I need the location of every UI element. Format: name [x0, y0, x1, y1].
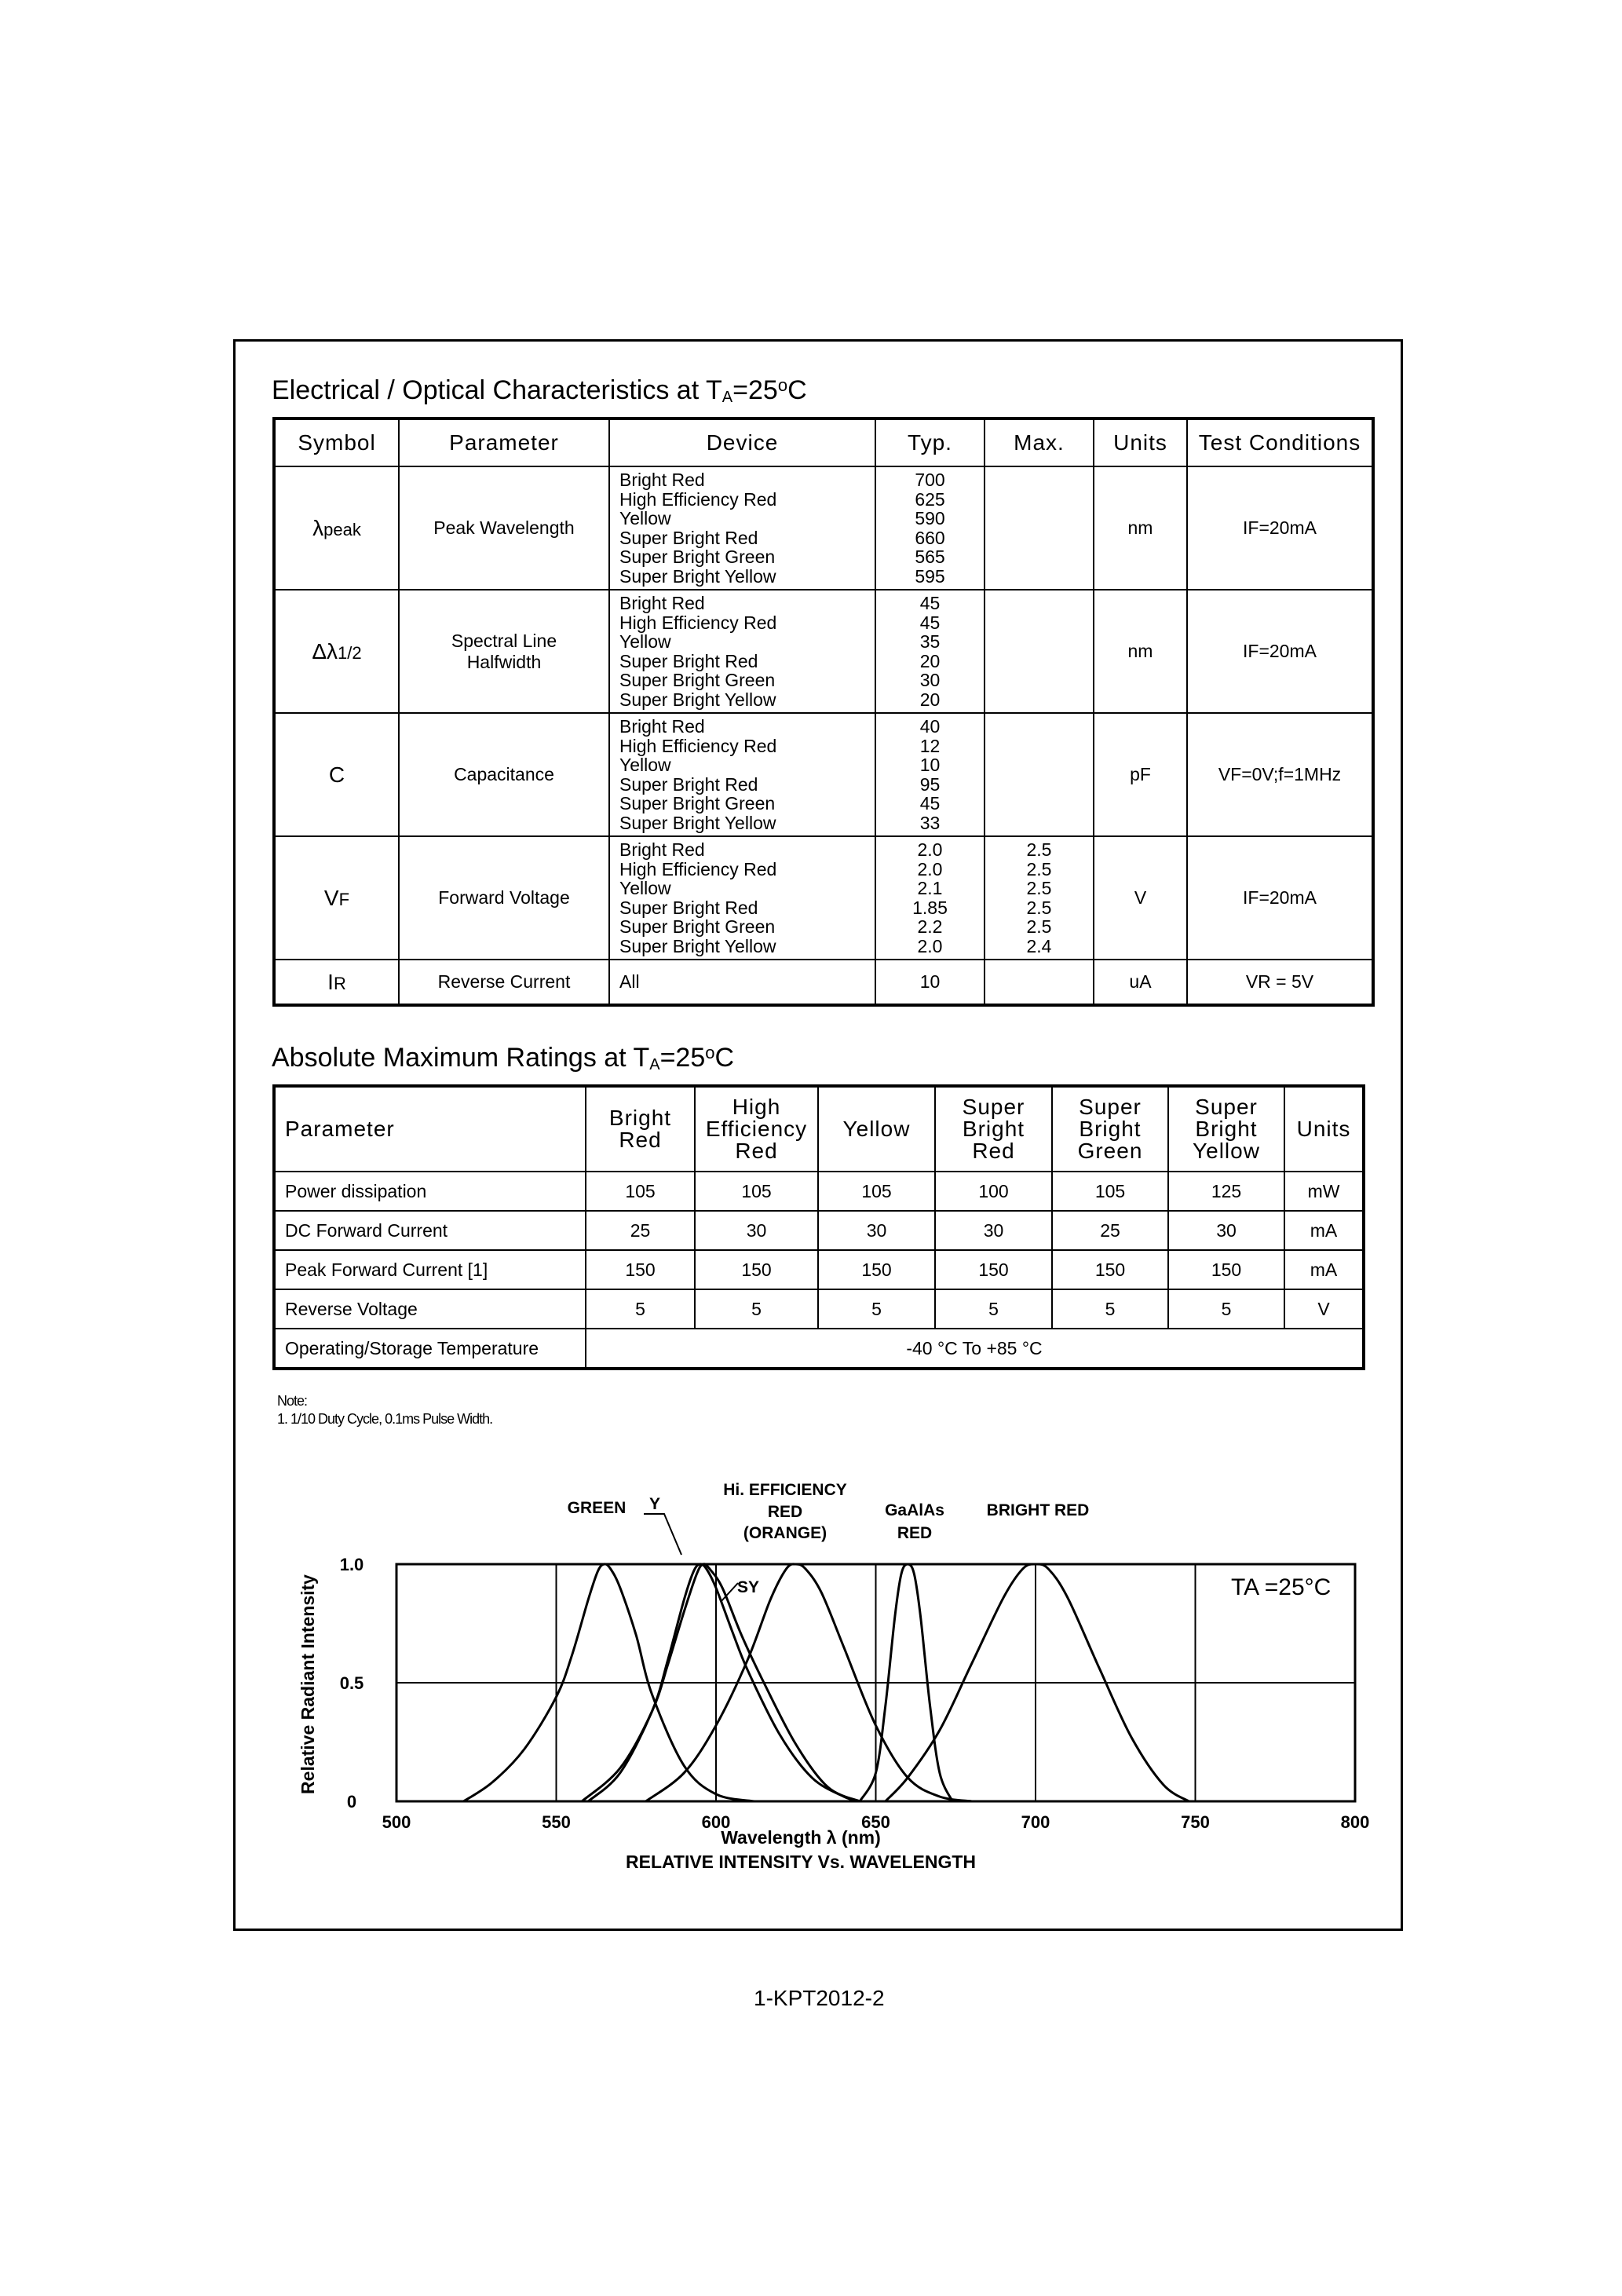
max-cell: [985, 713, 1094, 836]
condition-cell: VF=0V;f=1MHz: [1187, 713, 1373, 836]
symbol-cell: C: [274, 713, 399, 836]
header-cell: Max.: [985, 419, 1094, 466]
label-bright-red: BRIGHT RED: [986, 1501, 1090, 1519]
parameter-cell: Forward Voltage: [399, 836, 609, 960]
header-cell: Super Bright Red: [935, 1086, 1052, 1172]
label-gaalas-2: RED: [897, 1524, 933, 1542]
amr-row: [274, 1329, 1364, 1369]
label-green: GREEN: [567, 1499, 627, 1517]
eo-row: [274, 713, 1373, 836]
value-cell: 150: [935, 1250, 1052, 1289]
y-tick-label: 0.5: [339, 1673, 364, 1693]
value-cell: 105: [695, 1172, 818, 1211]
value-cell: mA: [1284, 1211, 1364, 1250]
x-tick-label: 600: [701, 1812, 731, 1832]
eo-row: [274, 466, 1373, 590]
xlabel: Wavelength λ (nm): [721, 1827, 881, 1848]
x-tick-label: 500: [382, 1812, 411, 1832]
units-cell: nm: [1094, 466, 1187, 590]
amr-row: [274, 1289, 1364, 1329]
typ-cell: 2.0 2.0 2.1 1.85 2.2 2.0: [875, 836, 985, 960]
value-cell: 25: [586, 1211, 695, 1250]
label-hi-2: RED: [767, 1503, 803, 1521]
value-cell: 105: [586, 1172, 695, 1211]
x-tick-label: 700: [1021, 1812, 1050, 1832]
value-cell: 5: [818, 1289, 935, 1329]
parameter-cell: Peak Forward Current [1]: [274, 1250, 586, 1289]
symbol-cell: Δλ1/2: [274, 590, 399, 713]
parameter-cell: Spectral Line Halfwidth: [399, 590, 609, 713]
label-hi-1: Hi. EFFICIENCY: [723, 1481, 847, 1499]
header-cell: Device: [609, 419, 875, 466]
value-cell: mW: [1284, 1172, 1364, 1211]
value-cell: mA: [1284, 1250, 1364, 1289]
x-tick-label: 550: [542, 1812, 571, 1832]
label-sy: SY: [736, 1578, 760, 1596]
header-cell: Symbol: [274, 419, 399, 466]
value-cell: 150: [818, 1250, 935, 1289]
typ-cell: 45 45 35 20 30 20: [875, 590, 985, 713]
header-cell: Yellow: [818, 1086, 935, 1172]
x-tick-label: 750: [1181, 1812, 1210, 1832]
y-tick-label: 1.0: [339, 1555, 364, 1574]
note-line: 1. 1/10 Duty Cycle, 0.1ms Pulse Width.: [277, 1411, 493, 1427]
device-cell: Bright Red High Efficiency Red Yellow Super Bright Red Super Bright Green Super Bright Yellow: [609, 590, 875, 713]
value-cell: 100: [935, 1172, 1052, 1211]
value-cell: 150: [1052, 1250, 1168, 1289]
label-gaalas-1: GaAlAs: [885, 1501, 944, 1519]
x-tick-label: 800: [1340, 1812, 1370, 1832]
parameter-cell: Power dissipation: [274, 1172, 586, 1211]
eo-title: Electrical / Optical Characteristics at $T_A=25^oC$: [272, 375, 807, 406]
condition-cell: IF=20mA: [1187, 836, 1373, 960]
header-cell: Units: [1094, 419, 1187, 466]
eo-row: [274, 960, 1373, 1005]
header-cell: Super Bright Green: [1052, 1086, 1168, 1172]
relative-intensity-chart: [0, 1476, 1622, 1885]
amr-row: [274, 1211, 1364, 1250]
value-cell: 125: [1168, 1172, 1284, 1211]
header-cell: Typ.: [875, 419, 985, 466]
typ-cell: 700 625 590 660 565 595: [875, 466, 985, 590]
units-cell: nm: [1094, 590, 1187, 713]
note-label: Note:: [277, 1393, 308, 1409]
eo-header-row: [274, 419, 1373, 466]
units-cell: pF: [1094, 713, 1187, 836]
eo-row: [274, 836, 1373, 960]
value-cell: 105: [1052, 1172, 1168, 1211]
device-cell: Bright Red High Efficiency Red Yellow Super Bright Red Super Bright Green Super Bright Yellow: [609, 466, 875, 590]
parameter-cell: Reverse Current: [399, 960, 609, 1005]
electrical-optical-table: [272, 417, 1375, 1007]
header-cell: Parameter: [399, 419, 609, 466]
header-cell: Super Bright Yellow: [1168, 1086, 1284, 1172]
typ-cell: 10: [875, 960, 985, 1005]
units-cell: uA: [1094, 960, 1187, 1005]
temperature-range-cell: -40 °C To +85 °C: [586, 1329, 1364, 1369]
max-cell: 2.5 2.5 2.5 2.5 2.5 2.4: [985, 836, 1094, 960]
header-cell: High Efficiency Red: [695, 1086, 818, 1172]
ylabel: Relative Radiant Intensity: [298, 1574, 318, 1794]
header-cell: Units: [1284, 1086, 1364, 1172]
parameter-cell: Reverse Voltage: [274, 1289, 586, 1329]
x-tick-label: 650: [861, 1812, 890, 1832]
value-cell: 5: [695, 1289, 818, 1329]
amr-row: [274, 1172, 1364, 1211]
chart-title: RELATIVE INTENSITY Vs. WAVELENGTH: [626, 1852, 976, 1872]
label-y: Y: [648, 1495, 661, 1513]
value-cell: 5: [1168, 1289, 1284, 1329]
value-cell: 30: [695, 1211, 818, 1250]
y-tick-label: 0: [346, 1792, 357, 1812]
page-footer: 1-KPT2012-2: [754, 1986, 885, 2010]
symbol-cell: λpeak: [274, 466, 399, 590]
amr-row: [274, 1250, 1364, 1289]
amr-header-row: [274, 1086, 1364, 1172]
max-cell: [985, 590, 1094, 713]
header-cell: Parameter: [274, 1086, 586, 1172]
value-cell: 150: [1168, 1250, 1284, 1289]
value-cell: 25: [1052, 1211, 1168, 1250]
value-cell: 5: [1052, 1289, 1168, 1329]
header-cell: Test Conditions: [1187, 419, 1373, 466]
value-cell: 30: [1168, 1211, 1284, 1250]
condition-cell: IF=20mA: [1187, 466, 1373, 590]
parameter-cell: Operating/Storage Temperature: [274, 1329, 586, 1369]
label-hi-3: (ORANGE): [743, 1524, 827, 1542]
device-cell: All: [609, 960, 875, 1005]
units-cell: V: [1094, 836, 1187, 960]
device-cell: Bright Red High Efficiency Red Yellow Super Bright Red Super Bright Green Super Bright Yellow: [609, 836, 875, 960]
value-cell: V: [1284, 1289, 1364, 1329]
value-cell: 5: [935, 1289, 1052, 1329]
eo-row: [274, 590, 1373, 713]
parameter-cell: Peak Wavelength: [399, 466, 609, 590]
parameter-cell: Capacitance: [399, 713, 609, 836]
value-cell: 5: [586, 1289, 695, 1329]
absolute-max-ratings-table: [272, 1084, 1365, 1370]
value-cell: 150: [695, 1250, 818, 1289]
condition-cell: VR = 5V: [1187, 960, 1373, 1005]
value-cell: 30: [818, 1211, 935, 1250]
temperature-annotation: TA =25°C: [1231, 1574, 1332, 1600]
value-cell: 105: [818, 1172, 935, 1211]
condition-cell: IF=20mA: [1187, 590, 1373, 713]
value-cell: 150: [586, 1250, 695, 1289]
max-cell: [985, 466, 1094, 590]
amr-title: Absolute Maximum Ratings at $T_A=25^oC$: [272, 1043, 735, 1073]
max-cell: [985, 960, 1094, 1005]
value-cell: 30: [935, 1211, 1052, 1250]
symbol-cell: VF: [274, 836, 399, 960]
symbol-cell: IR: [274, 960, 399, 1005]
parameter-cell: DC Forward Current: [274, 1211, 586, 1250]
device-cell: Bright Red High Efficiency Red Yellow Super Bright Red Super Bright Green Super Bright Yellow: [609, 713, 875, 836]
typ-cell: 40 12 10 95 45 33: [875, 713, 985, 836]
header-cell: Bright Red: [586, 1086, 695, 1172]
